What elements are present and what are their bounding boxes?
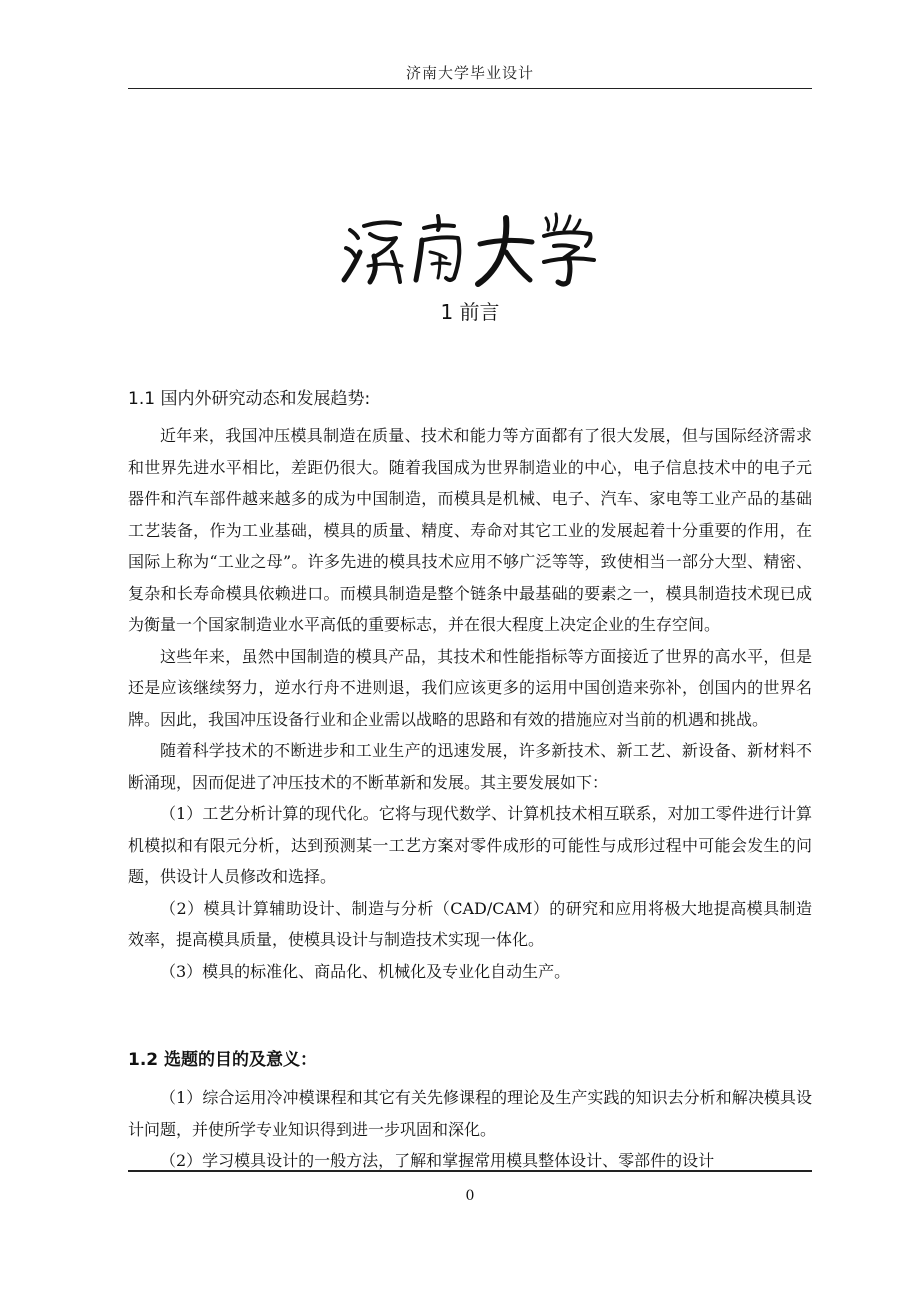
- section-heading-1-2: 1.2 选题的目的及意义：: [128, 1050, 318, 1070]
- paragraph: 这些年来，虽然中国制造的模具产品，其技术和性能指标等方面接近了世界的高水平，但是还是应该继续努力，逆水行舟不进则退，我们应该更多的运用中国创造来弥补，创国内的世界名牌。因此，我国冲压设备行业和企业需以战略的思路和有效的措施应对当前的机遇和挑战。: [128, 646, 812, 729]
- paragraph: （2）学习模具设计的一般方法，了解和掌握常用模具整体设计、零部件的设计: [160, 1151, 715, 1170]
- paragraph: 随着科学技术的不断进步和工业生产的迅速发展，许多新技术、新工艺、新设备、新材料不断涌现，因而促进了冲压技术的不断革新和发展。其主要发展如下：: [128, 741, 812, 792]
- paragraph: 近年来，我国冲压模具制造在质量、技术和能力等方面都有了很大发展，但与国际经济需求和世界先进水平相比，差距仍很大。随着我国成为世界制造业的中心，电子信息技术中的电子元器件和汽车部件越来越多的成为中国制造，而模具是机械、电子、汽车、家电等工业产品的基础工艺装备，作为工业基础，模具的质量、精度、寿命对其它工业的发展起着十分重要的作用，在国际上称为“工业之母”。许多先进的模具技术应用不够广泛等等，致使相当一部分大型、精密、复杂和长寿命模具依赖进口。而模具制造是整个链条中最基础的要素之一，模具制造技术现已成为衡量一个国家制造业水平高低的重要标志，并在很大程度上决定企业的生存空间。: [128, 426, 812, 634]
- page-number: 0: [465, 1188, 475, 1204]
- university-logo: [340, 208, 600, 288]
- calligraphy-logo-graphic: [340, 208, 600, 288]
- paragraph: （1）综合运用冷冲模课程和其它有关先修课程的理论及生产实践的知识去分析和解决模具设计问题，并使所学专业知识得到进一步巩固和深化。: [128, 1088, 812, 1139]
- chapter-title: 1 前言: [440, 300, 500, 324]
- paragraph: （1）工艺分析计算的现代化。它将与现代数学、计算机技术相互联系，对加工零件进行计算机模拟和有限元分析，达到预测某一工艺方案对零件成形的可能性与成形过程中可能会发生的问题，供设计人员修改和选择。: [128, 804, 812, 886]
- section-heading-1-1: 1.1 国内外研究动态和发展趋势:: [128, 389, 371, 409]
- paragraph: （3）模具的标准化、商品化、机械化及专业化自动生产。: [160, 961, 571, 981]
- paragraph: （2）模具计算辅助设计、制造与分析（CAD/CAM）的研究和应用将极大地提高模具制造效率，提高模具质量，使模具设计与制造技术实现一体化。: [128, 898, 812, 949]
- page-header: 济南大学毕业设计: [405, 64, 534, 82]
- section-1-1-body: [128, 420, 812, 987]
- header-divider: [128, 88, 812, 89]
- footer-divider: [128, 1170, 812, 1172]
- section-1-2-body: [128, 1082, 812, 1177]
